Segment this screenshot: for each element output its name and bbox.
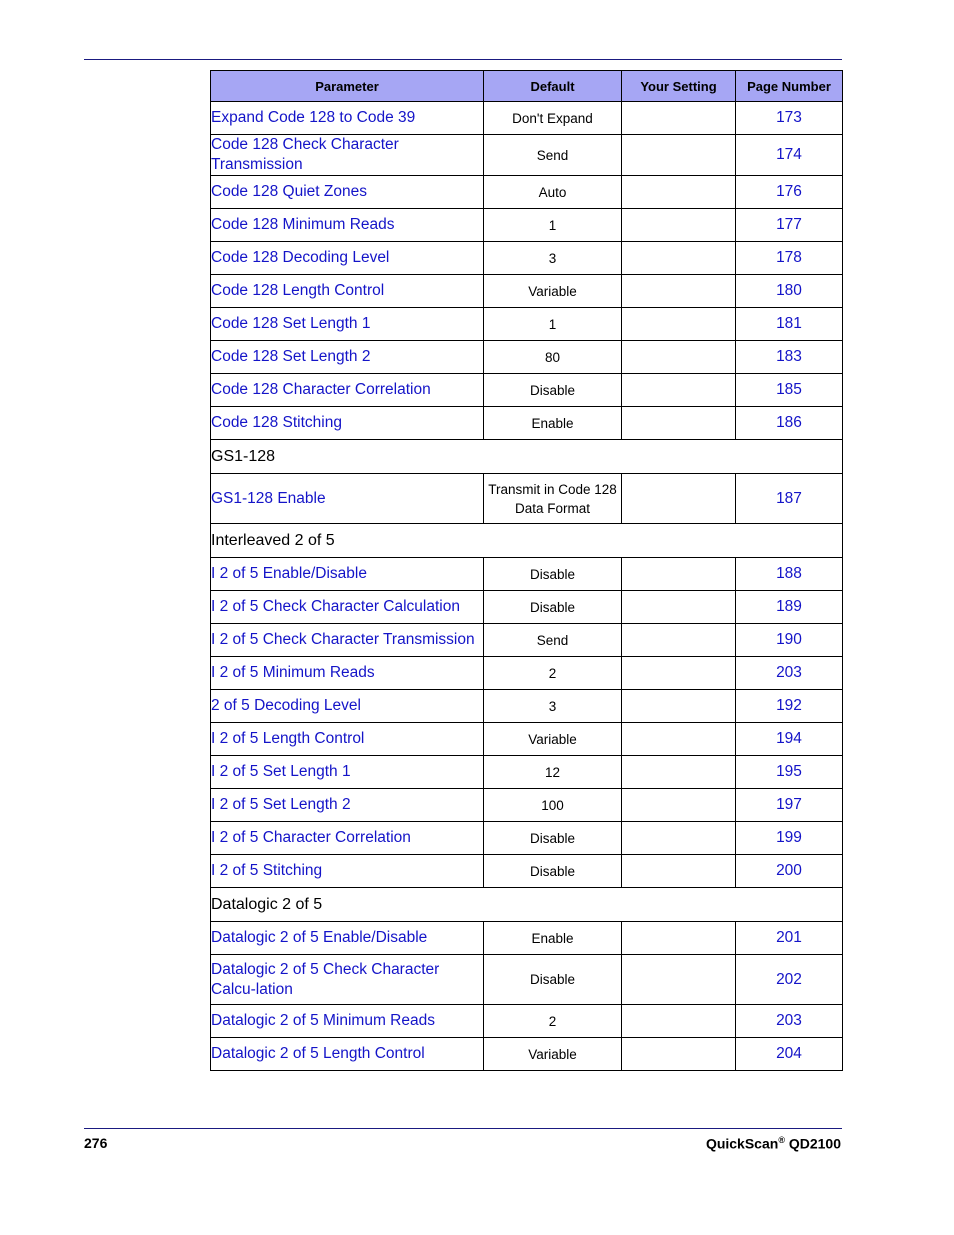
header-rule [84,59,842,60]
your-setting-cell [622,822,736,855]
table-row [211,135,843,176]
default-value: 3 [484,242,622,275]
your-setting-cell [622,135,736,176]
parameter-table [210,70,843,1071]
your-setting-cell [622,407,736,440]
default-value: Send [484,624,622,657]
parameter-link[interactable]: Code 128 Stitching [211,407,484,440]
table-row [211,624,843,657]
table-row [211,242,843,275]
default-value: Variable [484,723,622,756]
table-row [211,789,843,822]
page-number-link[interactable]: 203 [736,1005,843,1038]
default-value: 100 [484,789,622,822]
page-number-link[interactable]: 203 [736,657,843,690]
product-model: QD2100 [784,1135,841,1152]
your-setting-cell [622,855,736,888]
default-value: 1 [484,209,622,242]
column-header-default: Default [484,71,622,102]
page-number-link[interactable]: 192 [736,690,843,723]
table-row [211,922,843,955]
default-value: Enable [484,407,622,440]
page-number-link[interactable]: 190 [736,624,843,657]
default-value: 12 [484,756,622,789]
default-value: Don't Expand [484,102,622,135]
default-value: Disable [484,955,622,1005]
product-brand: QuickScan [705,1135,779,1152]
parameter-link[interactable]: I 2 of 5 Length Control [211,723,484,756]
your-setting-cell [622,789,736,822]
your-setting-cell [622,723,736,756]
parameter-link[interactable]: Datalogic 2 of 5 Length Control [211,1038,484,1071]
your-setting-cell [622,374,736,407]
parameter-link[interactable]: Expand Code 128 to Code 39 [211,102,484,135]
page-number-link[interactable]: 204 [736,1038,843,1071]
page-number-link[interactable]: 174 [736,135,843,176]
parameter-link[interactable]: I 2 of 5 Enable/Disable [211,558,484,591]
parameter-link[interactable]: Code 128 Character Correlation [211,374,484,407]
table-row [211,756,843,789]
default-value: Enable [484,922,622,955]
page-number-link[interactable]: 194 [736,723,843,756]
default-value: Disable [484,822,622,855]
parameter-link[interactable]: Code 128 Decoding Level [211,242,484,275]
default-value: 1 [484,308,622,341]
default-value: Variable [484,1038,622,1071]
parameter-link[interactable]: Datalogic 2 of 5 Check Character Calcu-lation [211,955,484,1005]
default-value: 80 [484,341,622,374]
page-number-link[interactable]: 202 [736,955,843,1005]
default-value: 3 [484,690,622,723]
page-number-link[interactable]: 186 [736,407,843,440]
registered-mark: ® [778,1135,785,1145]
table-row [211,558,843,591]
table-row [211,308,843,341]
parameter-link[interactable]: GS1-128 Enable [211,474,484,524]
your-setting-cell [622,275,736,308]
section-row [211,440,843,474]
page-number-link[interactable]: 181 [736,308,843,341]
default-value: 2 [484,1005,622,1038]
table-row [211,474,843,524]
parameter-link[interactable]: 2 of 5 Decoding Level [211,690,484,723]
parameter-link[interactable]: Code 128 Set Length 1 [211,308,484,341]
default-value: Auto [484,176,622,209]
table-row [211,657,843,690]
your-setting-cell [622,308,736,341]
page-number-link[interactable]: 188 [736,558,843,591]
footer-rule [84,1128,842,1129]
parameter-link[interactable]: Datalogic 2 of 5 Minimum Reads [211,1005,484,1038]
parameter-link[interactable]: I 2 of 5 Check Character Transmission [211,624,484,657]
page-number-link[interactable]: 189 [736,591,843,624]
your-setting-cell [622,955,736,1005]
parameter-link[interactable]: Code 128 Minimum Reads [211,209,484,242]
table-row [211,690,843,723]
your-setting-cell [622,474,736,524]
parameter-link[interactable]: Code 128 Set Length 2 [211,341,484,374]
column-header-your-setting: Your Setting [622,71,736,102]
page-number-link[interactable]: 195 [736,756,843,789]
your-setting-cell [622,558,736,591]
table-row [211,341,843,374]
page-number-link[interactable]: 200 [736,855,843,888]
table-row [211,407,843,440]
your-setting-cell [622,1038,736,1071]
parameter-link[interactable]: I 2 of 5 Character Correlation [211,822,484,855]
page-number-link[interactable]: 199 [736,822,843,855]
page-number-link[interactable]: 178 [736,242,843,275]
default-value: Disable [484,374,622,407]
parameter-link[interactable]: Datalogic 2 of 5 Enable/Disable [211,922,484,955]
table-body [211,102,843,1071]
your-setting-cell [622,624,736,657]
your-setting-cell [622,242,736,275]
your-setting-cell [622,209,736,242]
column-header-parameter: Parameter [211,71,484,102]
page-number-link[interactable]: 173 [736,102,843,135]
page-number-link[interactable]: 177 [736,209,843,242]
your-setting-cell [622,756,736,789]
table-row [211,1038,843,1071]
default-value: Variable [484,275,622,308]
table-header-row [211,71,843,102]
your-setting-cell [622,102,736,135]
parameter-link[interactable]: Code 128 Check Character Transmission [211,135,484,176]
default-value: Disable [484,558,622,591]
page-number-link[interactable]: 187 [736,474,843,524]
your-setting-cell [622,922,736,955]
page-number-link[interactable]: 183 [736,341,843,374]
parameter-link[interactable]: Code 128 Length Control [211,275,484,308]
page-number-link[interactable]: 176 [736,176,843,209]
your-setting-cell [622,591,736,624]
default-value: Disable [484,855,622,888]
your-setting-cell [622,657,736,690]
table-row [211,1005,843,1038]
page-number: 276 [84,1135,108,1151]
table-row [211,275,843,308]
parameter-link[interactable]: I 2 of 5 Check Character Calculation [211,591,484,624]
your-setting-cell [622,690,736,723]
page-number-link[interactable]: 197 [736,789,843,822]
section-row [211,524,843,558]
column-header-page-number: Page Number [736,71,843,102]
section-row [211,888,843,922]
your-setting-cell [622,176,736,209]
product-name [706,1135,841,1152]
table-row [211,209,843,242]
default-value: Transmit in Code 128 Data Format [484,474,622,524]
table-row [211,723,843,756]
table-row [211,102,843,135]
table-row [211,176,843,209]
section-title: Interleaved 2 of 5 [211,524,843,558]
page-number-link[interactable]: 201 [736,922,843,955]
section-title: Datalogic 2 of 5 [211,888,843,922]
section-title: GS1-128 [211,440,843,474]
table-row [211,955,843,1005]
your-setting-cell [622,341,736,374]
page-number-link[interactable]: 185 [736,374,843,407]
your-setting-cell [622,1005,736,1038]
table-row [211,591,843,624]
parameter-link[interactable]: I 2 of 5 Stitching [211,855,484,888]
parameter-link[interactable]: I 2 of 5 Set Length 1 [211,756,484,789]
table-row [211,822,843,855]
parameter-link[interactable]: I 2 of 5 Set Length 2 [211,789,484,822]
parameter-link[interactable]: I 2 of 5 Minimum Reads [211,657,484,690]
default-value: 2 [484,657,622,690]
default-value: Send [484,135,622,176]
parameter-link[interactable]: Code 128 Quiet Zones [211,176,484,209]
default-value: Disable [484,591,622,624]
table-row [211,855,843,888]
page-number-link[interactable]: 180 [736,275,843,308]
table-row [211,374,843,407]
